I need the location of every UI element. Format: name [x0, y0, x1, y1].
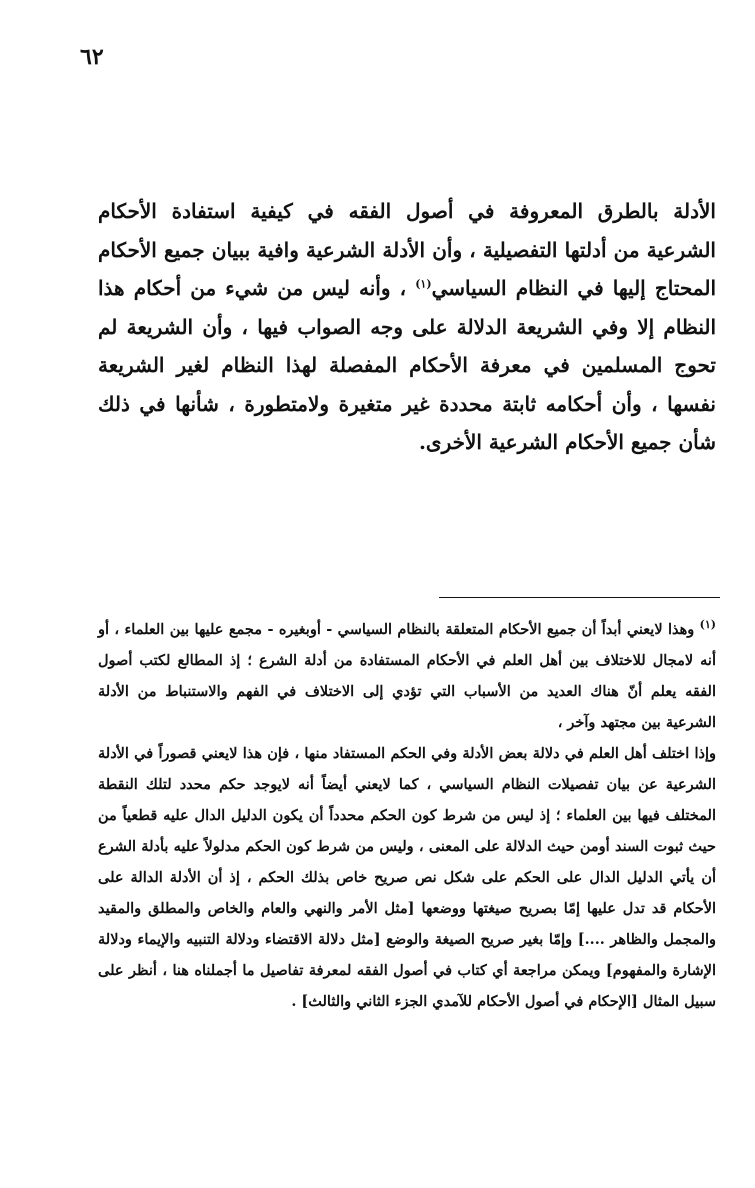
footnote-paragraph-1-text: وهذا لايعني أبداً أن جميع الأحكام المتعلقة بالنظام السياسي - أوبغيره - مجمع عليها بين العلماء ، أو أنه لامجال للاختلاف بين أهل العلم في الأحكام المستفادة من أدلة الشرع ؛ إذ المطالع لكتب أصول الفقه يعلم أنّ هناك العديد من الأسباب التي تؤدي إلى الاختلاف في الفهم والاستنباط من الأدلة الشرعية بين مجتهد وآخر ، — [98, 621, 716, 731]
footnote — [98, 614, 716, 1017]
footnote-paragraph-1 — [98, 614, 716, 738]
main-body-text — [98, 192, 716, 462]
main-text-part-1: الأدلة بالطرق المعروفة في أصول الفقه في كيفية استفادة الأحكام الشرعية من أدلتها التفصيلية ، وأن الأدلة الشرعية وافية ببيان جميع الأحكام المحتاج إليها في النظام السياسي — [98, 199, 716, 300]
main-text-part-2: ، وأنه ليس من شيء من أحكام هذا النظام إلا وفي الشريعة الدلالة على وجه الصواب فيها ، وأن الشريعة لم تحوج المسلمين في معرفة الأحكام المفصلة لهذا النظام لغير الشريعة نفسها ، وأن أحكامه ثابتة محددة غير متغيرة ولامتطورة ، شأنها في ذلك شأن جميع الأحكام الشرعية الأخرى. — [98, 276, 716, 454]
footnote-separator — [439, 597, 720, 598]
page-number: ٦٢ — [80, 44, 104, 70]
footnote-marker: (١) — [699, 618, 716, 632]
footnote-reference: (١) — [415, 277, 432, 291]
footnote-paragraph-2: وإذا اختلف أهل العلم في دلالة بعض الأدلة وفي الحكم المستفاد منها ، فإن هذا لايعني قصوراً في الأدلة الشرعية عن بيان تفصيلات النظام السياسي ، كما لايعني أيضاً أنه لايوجد حكم محدد لتلك النقطة المختلف فيها بين العلماء ؛ إذ ليس من شرط كون الحكم محدداً أن يكون الدليل الدال عليه قطعياً من حيث ثبوت السند أومن حيث الدلالة على المعنى ، وليس من شرط كون الحكم مدلولاً عليه بأدلة الشرع أن يأتي الدليل الدال على الحكم على شكل نص صريح خاص بذلك الحكم ، إذ أن الأدلة الدالة على الأحكام قد تدل عليها إمّا بصريح صيغتها ووضعها [مثل الأمر والنهي والعام والخاص والمطلق والمقيد والمجمل والظاهر ....] وإمّا بغير صريح الصيغة والوضع [مثل دلالة الاقتضاء ودلالة التنبيه والإيماء ودلالة الإشارة والمفهوم] ويمكن مراجعة أي كتاب في أصول الفقه لمعرفة تفاصيل ما أجملناه هنا ، أنظر على سبيل المثال [الإحكام في أصول الأحكام للآمدي الجزء الثاني والثالث] . — [98, 745, 716, 1010]
